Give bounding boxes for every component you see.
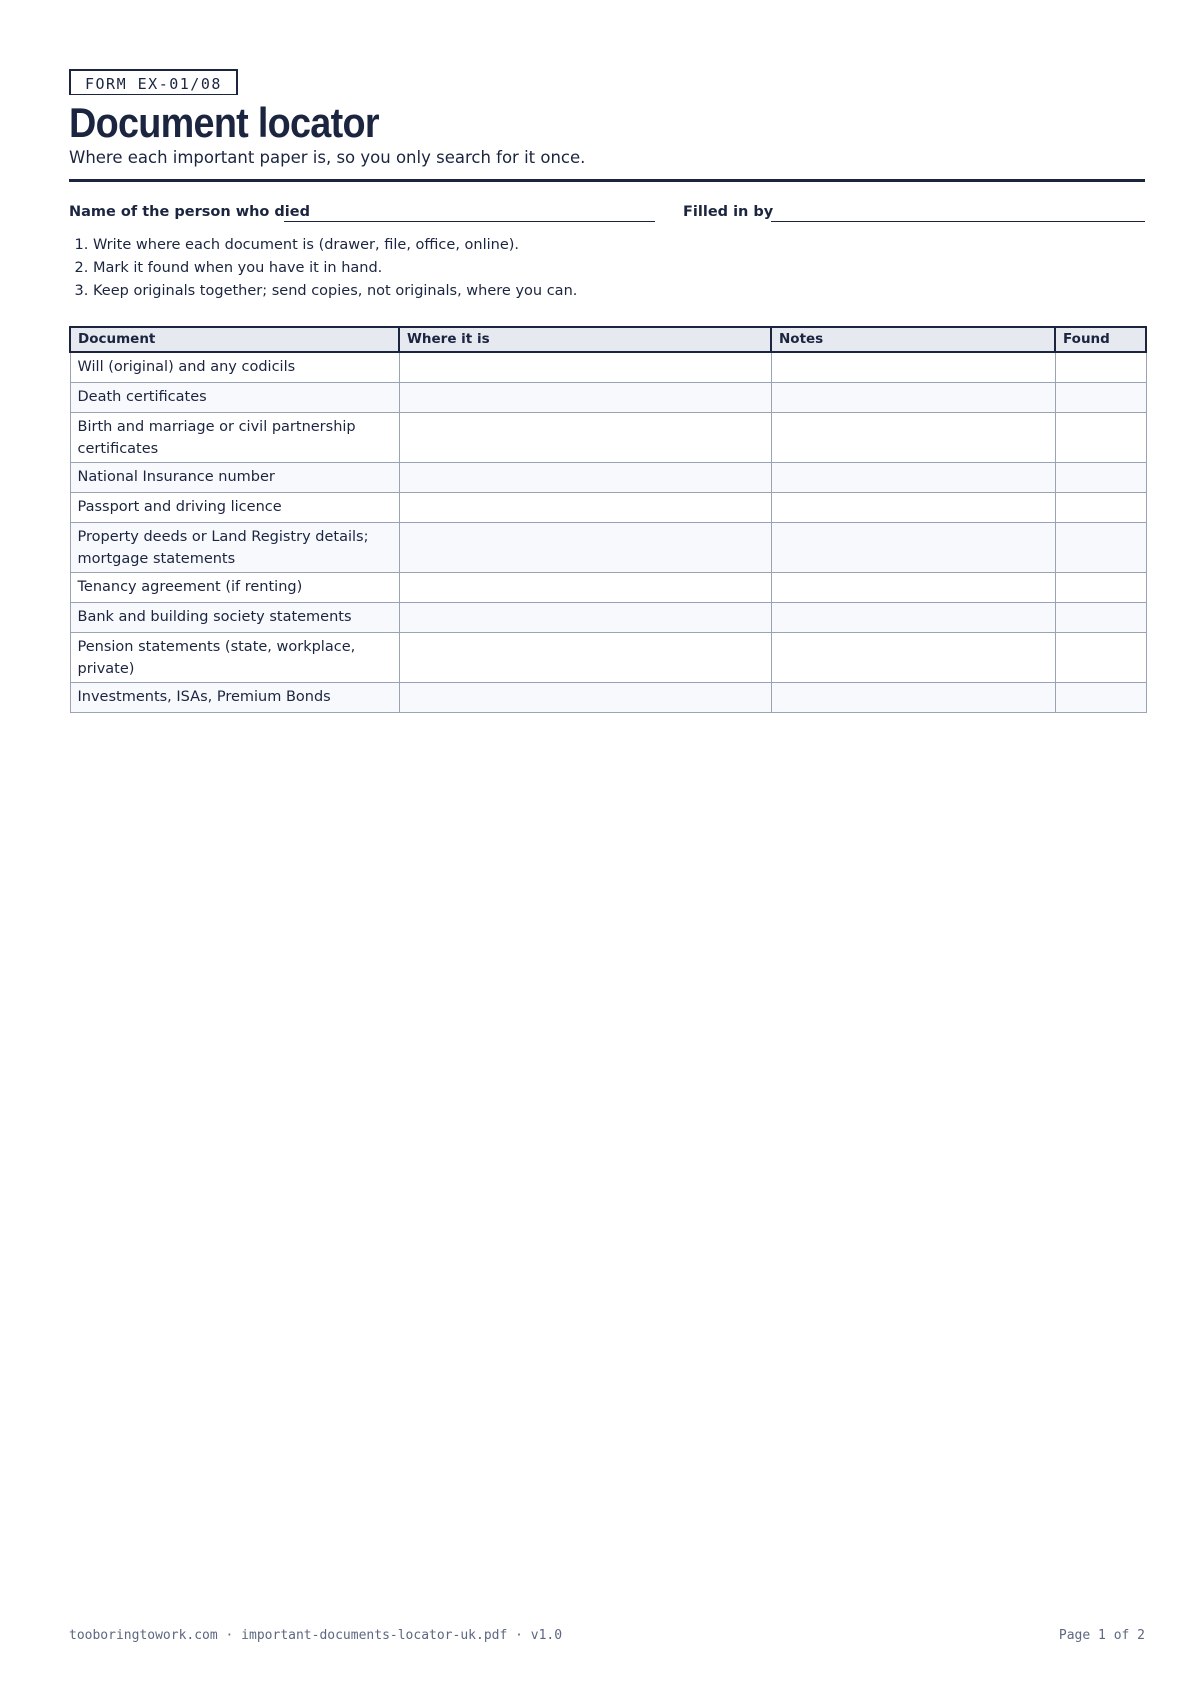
table-header-row <box>70 327 1146 352</box>
footer-page-number: Page 1 of 2 <box>1058 1628 1145 1643</box>
found-cell[interactable] <box>1055 352 1146 382</box>
deceased-name-field[interactable] <box>284 221 655 222</box>
table-row <box>70 462 1146 492</box>
instruction-item: 1. Write where each document is (drawer, file, office, online). <box>93 234 577 257</box>
instruction-item: 2. Mark it found when you have it in hand. <box>93 257 577 280</box>
document-name-cell: Passport and driving licence <box>70 492 399 522</box>
form-page <box>69 0 1145 1697</box>
notes-cell[interactable] <box>771 412 1055 462</box>
header-divider <box>69 179 1145 182</box>
where-it-is-cell[interactable] <box>399 602 771 632</box>
instruction-item: 3. Keep originals together; send copies, not originals, where you can. <box>93 280 577 303</box>
where-it-is-cell[interactable] <box>399 572 771 602</box>
document-name-cell: Investments, ISAs, Premium Bonds <box>70 682 399 712</box>
where-it-is-cell[interactable] <box>399 682 771 712</box>
table-row <box>70 352 1146 382</box>
where-it-is-cell[interactable] <box>399 492 771 522</box>
notes-cell[interactable] <box>771 572 1055 602</box>
filled-in-by-field[interactable] <box>771 221 1145 222</box>
table-row <box>70 492 1146 522</box>
table-row <box>70 412 1146 462</box>
found-cell[interactable] <box>1055 492 1146 522</box>
where-it-is-cell[interactable] <box>399 462 771 492</box>
document-name-cell: National Insurance number <box>70 462 399 492</box>
table-row <box>70 682 1146 712</box>
found-cell[interactable] <box>1055 682 1146 712</box>
notes-cell[interactable] <box>771 352 1055 382</box>
found-cell[interactable] <box>1055 412 1146 462</box>
document-name-cell: Tenancy agreement (if renting) <box>70 572 399 602</box>
document-name-cell: Death certificates <box>70 382 399 412</box>
document-name-cell: Property deeds or Land Registry details; mortgage statements <box>70 522 399 572</box>
column-header-document: Document <box>70 327 399 352</box>
where-it-is-cell[interactable] <box>399 632 771 682</box>
document-name-cell: Will (original) and any codicils <box>70 352 399 382</box>
footer-source: tooboringtowork.com · important-documents-locator-uk.pdf · v1.0 <box>69 1628 563 1643</box>
document-name-cell: Pension statements (state, workplace, private) <box>70 632 399 682</box>
table-row <box>70 382 1146 412</box>
notes-cell[interactable] <box>771 522 1055 572</box>
table-row <box>70 602 1146 632</box>
found-cell[interactable] <box>1055 462 1146 492</box>
filled-in-by-label: Filled in by <box>683 204 774 220</box>
notes-cell[interactable] <box>771 492 1055 522</box>
notes-cell[interactable] <box>771 682 1055 712</box>
found-cell[interactable] <box>1055 382 1146 412</box>
where-it-is-cell[interactable] <box>399 522 771 572</box>
deceased-name-label: Name of the person who died <box>69 204 310 220</box>
table-row <box>70 522 1146 572</box>
found-cell[interactable] <box>1055 602 1146 632</box>
notes-cell[interactable] <box>771 382 1055 412</box>
page-title: Document locator <box>69 99 379 146</box>
where-it-is-cell[interactable] <box>399 412 771 462</box>
document-table <box>69 326 1147 713</box>
notes-cell[interactable] <box>771 632 1055 682</box>
instructions-list <box>69 234 577 303</box>
page-subtitle: Where each important paper is, so you only search for it once. <box>69 148 586 167</box>
notes-cell[interactable] <box>771 602 1055 632</box>
form-code-badge: FORM EX-01/08 <box>69 69 238 95</box>
column-header-where-it-is: Where it is <box>399 327 771 352</box>
header-fields <box>69 201 1145 225</box>
column-header-notes: Notes <box>771 327 1055 352</box>
notes-cell[interactable] <box>771 462 1055 492</box>
document-name-cell: Birth and marriage or civil partnership certificates <box>70 412 399 462</box>
found-cell[interactable] <box>1055 522 1146 572</box>
where-it-is-cell[interactable] <box>399 382 771 412</box>
column-header-found: Found <box>1055 327 1146 352</box>
table-row <box>70 572 1146 602</box>
where-it-is-cell[interactable] <box>399 352 771 382</box>
found-cell[interactable] <box>1055 572 1146 602</box>
table-row <box>70 632 1146 682</box>
found-cell[interactable] <box>1055 632 1146 682</box>
document-name-cell: Bank and building society statements <box>70 602 399 632</box>
